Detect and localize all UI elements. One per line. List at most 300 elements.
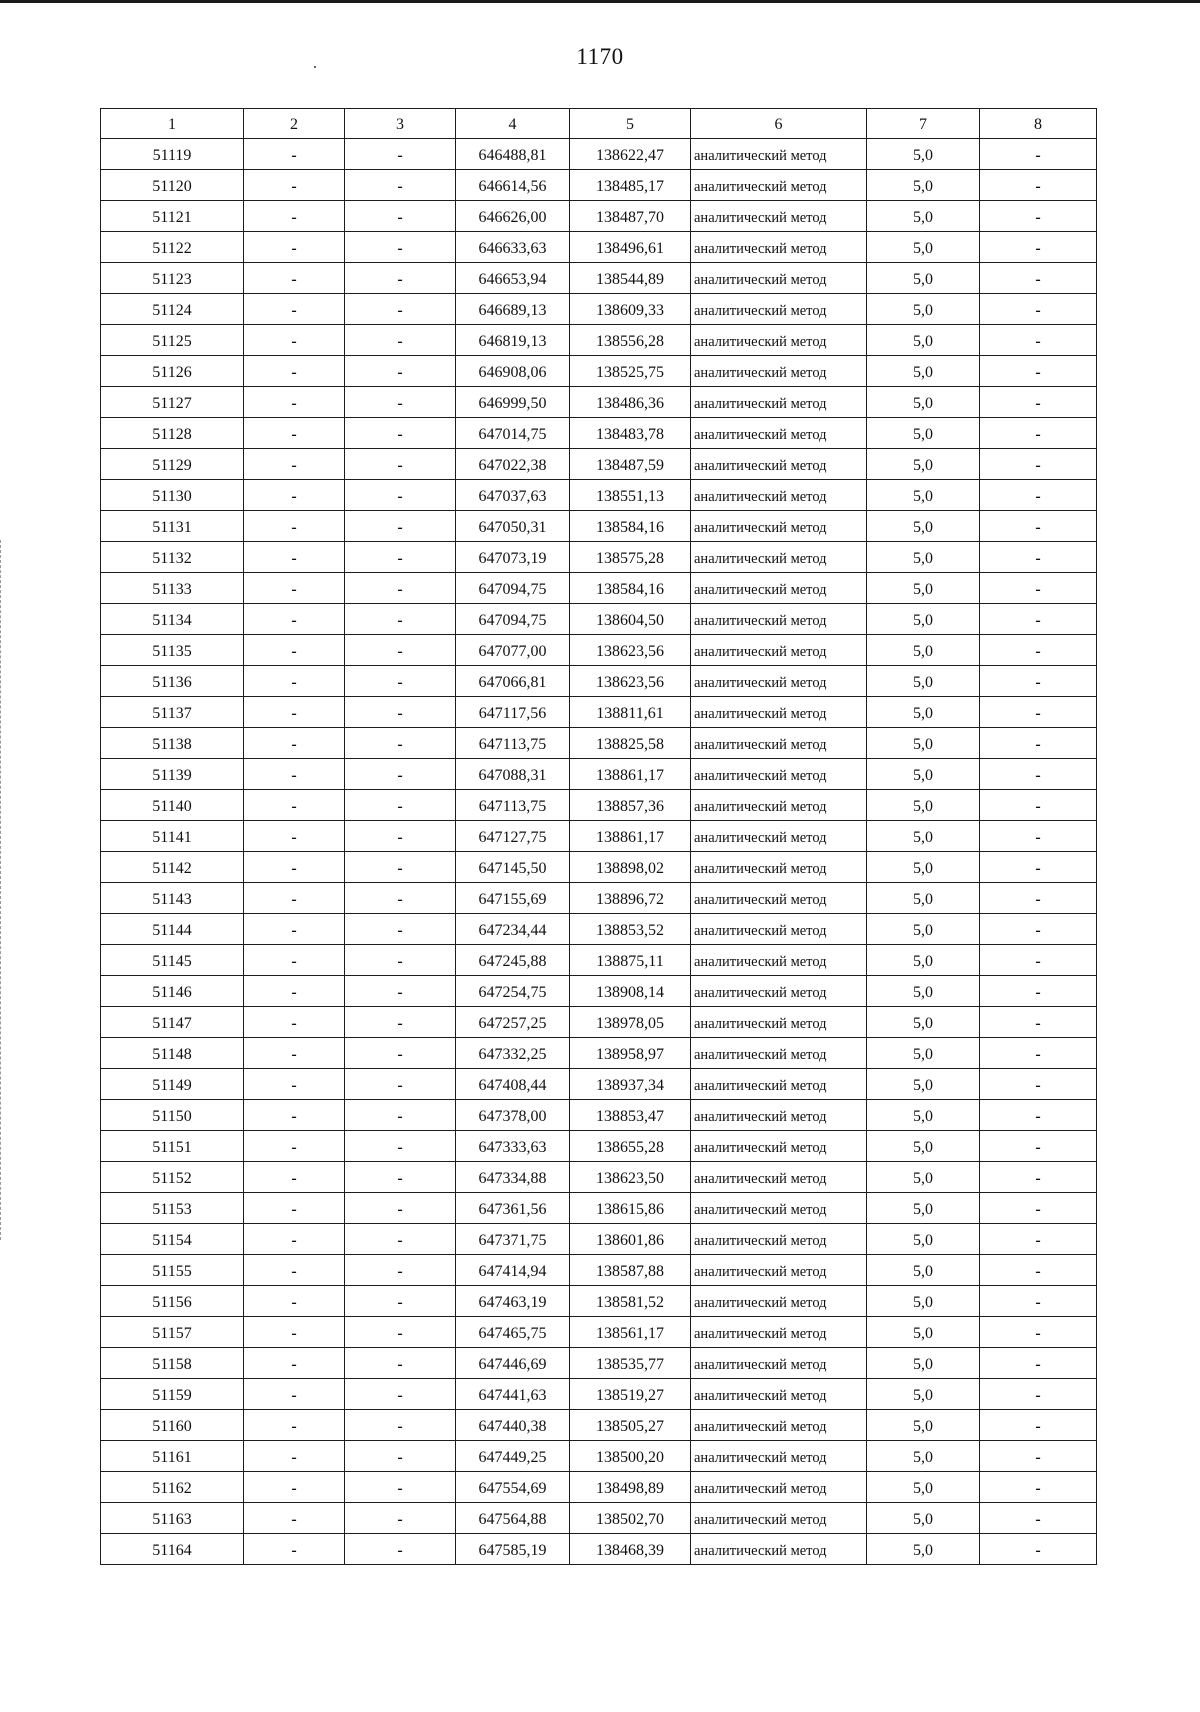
point-number-cell: 51141	[101, 821, 244, 852]
column-2-cell: -	[244, 511, 345, 542]
column-8-cell: -	[980, 1503, 1097, 1534]
column-8-cell: -	[980, 1224, 1097, 1255]
accuracy-cell: 5,0	[867, 201, 980, 232]
x-coordinate-cell: 647145,50	[456, 852, 570, 883]
column-3-cell: -	[345, 1410, 456, 1441]
y-coordinate-cell: 138615,86	[570, 1193, 691, 1224]
x-coordinate-cell: 647465,75	[456, 1317, 570, 1348]
method-cell: аналитический метод	[691, 1038, 867, 1069]
y-coordinate-cell: 138551,13	[570, 480, 691, 511]
accuracy-cell: 5,0	[867, 1224, 980, 1255]
column-8-cell: -	[980, 325, 1097, 356]
table-row	[101, 1379, 1097, 1410]
y-coordinate-cell: 138958,97	[570, 1038, 691, 1069]
x-coordinate-cell: 647440,38	[456, 1410, 570, 1441]
method-cell: аналитический метод	[691, 1503, 867, 1534]
point-number-cell: 51135	[101, 635, 244, 666]
point-number-cell: 51159	[101, 1379, 244, 1410]
y-coordinate-cell: 138584,16	[570, 573, 691, 604]
column-8-cell: -	[980, 1410, 1097, 1441]
column-8-cell: -	[980, 1069, 1097, 1100]
x-coordinate-cell: 647117,56	[456, 697, 570, 728]
column-3-cell: -	[345, 263, 456, 294]
x-coordinate-cell: 646819,13	[456, 325, 570, 356]
column-3-cell: -	[345, 201, 456, 232]
column-2-cell: -	[244, 883, 345, 914]
column-3-cell: -	[345, 356, 456, 387]
column-8-cell: -	[980, 945, 1097, 976]
x-coordinate-cell: 647554,69	[456, 1472, 570, 1503]
x-coordinate-cell: 647113,75	[456, 728, 570, 759]
column-3-cell: -	[345, 1100, 456, 1131]
column-8-cell: -	[980, 356, 1097, 387]
x-coordinate-cell: 647094,75	[456, 573, 570, 604]
column-header: 8	[980, 109, 1097, 139]
point-number-cell: 51148	[101, 1038, 244, 1069]
column-2-cell: -	[244, 542, 345, 573]
top-border-line	[0, 0, 1200, 3]
method-cell: аналитический метод	[691, 728, 867, 759]
point-number-cell: 51139	[101, 759, 244, 790]
accuracy-cell: 5,0	[867, 449, 980, 480]
y-coordinate-cell: 138896,72	[570, 883, 691, 914]
column-3-cell: -	[345, 1224, 456, 1255]
method-cell: аналитический метод	[691, 1534, 867, 1565]
column-3-cell: -	[345, 790, 456, 821]
column-3-cell: -	[345, 511, 456, 542]
point-number-cell: 51153	[101, 1193, 244, 1224]
x-coordinate-cell: 647408,44	[456, 1069, 570, 1100]
point-number-cell: 51145	[101, 945, 244, 976]
column-3-cell: -	[345, 1379, 456, 1410]
column-8-cell: -	[980, 232, 1097, 263]
accuracy-cell: 5,0	[867, 263, 980, 294]
coordinates-table	[100, 108, 1097, 1565]
column-2-cell: -	[244, 1503, 345, 1534]
accuracy-cell: 5,0	[867, 1410, 980, 1441]
column-2-cell: -	[244, 697, 345, 728]
y-coordinate-cell: 138853,52	[570, 914, 691, 945]
column-2-cell: -	[244, 1224, 345, 1255]
x-coordinate-cell: 647073,19	[456, 542, 570, 573]
point-number-cell: 51121	[101, 201, 244, 232]
column-2-cell: -	[244, 139, 345, 170]
accuracy-cell: 5,0	[867, 170, 980, 201]
accuracy-cell: 5,0	[867, 1255, 980, 1286]
table-row	[101, 201, 1097, 232]
column-2-cell: -	[244, 728, 345, 759]
column-3-cell: -	[345, 728, 456, 759]
point-number-cell: 51126	[101, 356, 244, 387]
accuracy-cell: 5,0	[867, 387, 980, 418]
point-number-cell: 51120	[101, 170, 244, 201]
table-row	[101, 1286, 1097, 1317]
table-row	[101, 232, 1097, 263]
table-row	[101, 976, 1097, 1007]
accuracy-cell: 5,0	[867, 1534, 980, 1565]
method-cell: аналитический метод	[691, 1224, 867, 1255]
y-coordinate-cell: 138623,56	[570, 635, 691, 666]
column-2-cell: -	[244, 325, 345, 356]
accuracy-cell: 5,0	[867, 325, 980, 356]
column-8-cell: -	[980, 666, 1097, 697]
column-3-cell: -	[345, 1007, 456, 1038]
accuracy-cell: 5,0	[867, 294, 980, 325]
x-coordinate-cell: 647334,88	[456, 1162, 570, 1193]
y-coordinate-cell: 138604,50	[570, 604, 691, 635]
column-3-cell: -	[345, 1038, 456, 1069]
accuracy-cell: 5,0	[867, 914, 980, 945]
method-cell: аналитический метод	[691, 325, 867, 356]
accuracy-cell: 5,0	[867, 1472, 980, 1503]
method-cell: аналитический метод	[691, 1410, 867, 1441]
point-number-cell: 51122	[101, 232, 244, 263]
x-coordinate-cell: 647245,88	[456, 945, 570, 976]
x-coordinate-cell: 647257,25	[456, 1007, 570, 1038]
x-coordinate-cell: 646633,63	[456, 232, 570, 263]
column-3-cell: -	[345, 635, 456, 666]
x-coordinate-cell: 647361,56	[456, 1193, 570, 1224]
column-3-cell: -	[345, 759, 456, 790]
method-cell: аналитический метод	[691, 1472, 867, 1503]
y-coordinate-cell: 138623,50	[570, 1162, 691, 1193]
point-number-cell: 51161	[101, 1441, 244, 1472]
y-coordinate-cell: 138496,61	[570, 232, 691, 263]
table-row	[101, 573, 1097, 604]
column-8-cell: -	[980, 1038, 1097, 1069]
accuracy-cell: 5,0	[867, 511, 980, 542]
column-8-cell: -	[980, 201, 1097, 232]
column-8-cell: -	[980, 263, 1097, 294]
accuracy-cell: 5,0	[867, 728, 980, 759]
column-3-cell: -	[345, 139, 456, 170]
column-8-cell: -	[980, 480, 1097, 511]
page-number: 1170	[576, 44, 624, 69]
column-2-cell: -	[244, 1038, 345, 1069]
y-coordinate-cell: 138811,61	[570, 697, 691, 728]
column-2-cell: -	[244, 759, 345, 790]
column-3-cell: -	[345, 1162, 456, 1193]
column-8-cell: -	[980, 1472, 1097, 1503]
column-8-cell: -	[980, 976, 1097, 1007]
column-3-cell: -	[345, 914, 456, 945]
x-coordinate-cell: 646999,50	[456, 387, 570, 418]
x-coordinate-cell: 647155,69	[456, 883, 570, 914]
column-8-cell: -	[980, 1317, 1097, 1348]
table-row	[101, 883, 1097, 914]
table-row	[101, 1069, 1097, 1100]
y-coordinate-cell: 138486,36	[570, 387, 691, 418]
method-cell: аналитический метод	[691, 232, 867, 263]
y-coordinate-cell: 138978,05	[570, 1007, 691, 1038]
point-number-cell: 51143	[101, 883, 244, 914]
column-8-cell: -	[980, 1131, 1097, 1162]
accuracy-cell: 5,0	[867, 635, 980, 666]
point-number-cell: 51137	[101, 697, 244, 728]
point-number-cell: 51124	[101, 294, 244, 325]
table-row	[101, 480, 1097, 511]
accuracy-cell: 5,0	[867, 480, 980, 511]
x-coordinate-cell: 646614,56	[456, 170, 570, 201]
table-row	[101, 1100, 1097, 1131]
table-row	[101, 697, 1097, 728]
point-number-cell: 51119	[101, 139, 244, 170]
column-3-cell: -	[345, 170, 456, 201]
method-cell: аналитический метод	[691, 356, 867, 387]
table-header-row	[101, 109, 1097, 139]
accuracy-cell: 5,0	[867, 1317, 980, 1348]
x-coordinate-cell: 647585,19	[456, 1534, 570, 1565]
x-coordinate-cell: 646488,81	[456, 139, 570, 170]
point-number-cell: 51127	[101, 387, 244, 418]
method-cell: аналитический метод	[691, 263, 867, 294]
column-2-cell: -	[244, 573, 345, 604]
x-coordinate-cell: 647066,81	[456, 666, 570, 697]
column-header: 5	[570, 109, 691, 139]
y-coordinate-cell: 138487,59	[570, 449, 691, 480]
y-coordinate-cell: 138875,11	[570, 945, 691, 976]
accuracy-cell: 5,0	[867, 945, 980, 976]
y-coordinate-cell: 138544,89	[570, 263, 691, 294]
point-number-cell: 51130	[101, 480, 244, 511]
column-3-cell: -	[345, 1286, 456, 1317]
column-8-cell: -	[980, 604, 1097, 635]
table-row	[101, 294, 1097, 325]
accuracy-cell: 5,0	[867, 697, 980, 728]
column-8-cell: -	[980, 1379, 1097, 1410]
accuracy-cell: 5,0	[867, 542, 980, 573]
column-2-cell: -	[244, 976, 345, 1007]
accuracy-cell: 5,0	[867, 573, 980, 604]
column-2-cell: -	[244, 1286, 345, 1317]
table-row	[101, 1007, 1097, 1038]
point-number-cell: 51151	[101, 1131, 244, 1162]
column-3-cell: -	[345, 697, 456, 728]
point-number-cell: 51142	[101, 852, 244, 883]
column-2-cell: -	[244, 1100, 345, 1131]
accuracy-cell: 5,0	[867, 1162, 980, 1193]
y-coordinate-cell: 138468,39	[570, 1534, 691, 1565]
method-cell: аналитический метод	[691, 945, 867, 976]
column-2-cell: -	[244, 1534, 345, 1565]
column-8-cell: -	[980, 852, 1097, 883]
column-2-cell: -	[244, 945, 345, 976]
y-coordinate-cell: 138581,52	[570, 1286, 691, 1317]
accuracy-cell: 5,0	[867, 883, 980, 914]
method-cell: аналитический метод	[691, 759, 867, 790]
table-row	[101, 945, 1097, 976]
x-coordinate-cell: 647050,31	[456, 511, 570, 542]
point-number-cell: 51162	[101, 1472, 244, 1503]
y-coordinate-cell: 138587,88	[570, 1255, 691, 1286]
table-row	[101, 604, 1097, 635]
column-3-cell: -	[345, 1193, 456, 1224]
point-number-cell: 51149	[101, 1069, 244, 1100]
column-8-cell: -	[980, 139, 1097, 170]
column-8-cell: -	[980, 1286, 1097, 1317]
accuracy-cell: 5,0	[867, 1441, 980, 1472]
column-8-cell: -	[980, 883, 1097, 914]
accuracy-cell: 5,0	[867, 1131, 980, 1162]
column-3-cell: -	[345, 1131, 456, 1162]
accuracy-cell: 5,0	[867, 976, 980, 1007]
column-2-cell: -	[244, 635, 345, 666]
x-coordinate-cell: 647088,31	[456, 759, 570, 790]
y-coordinate-cell: 138535,77	[570, 1348, 691, 1379]
column-2-cell: -	[244, 1162, 345, 1193]
scan-edge-marks	[0, 540, 4, 1240]
table-row	[101, 1131, 1097, 1162]
method-cell: аналитический метод	[691, 449, 867, 480]
point-number-cell: 51128	[101, 418, 244, 449]
method-cell: аналитический метод	[691, 573, 867, 604]
y-coordinate-cell: 138623,56	[570, 666, 691, 697]
x-coordinate-cell: 647037,63	[456, 480, 570, 511]
column-2-cell: -	[244, 1317, 345, 1348]
x-coordinate-cell: 647022,38	[456, 449, 570, 480]
column-8-cell: -	[980, 1100, 1097, 1131]
column-3-cell: -	[345, 1472, 456, 1503]
column-2-cell: -	[244, 1255, 345, 1286]
column-8-cell: -	[980, 294, 1097, 325]
table-row	[101, 1348, 1097, 1379]
x-coordinate-cell: 647094,75	[456, 604, 570, 635]
table-row	[101, 263, 1097, 294]
column-8-cell: -	[980, 170, 1097, 201]
column-8-cell: -	[980, 449, 1097, 480]
x-coordinate-cell: 646653,94	[456, 263, 570, 294]
table-row	[101, 542, 1097, 573]
method-cell: аналитический метод	[691, 666, 867, 697]
point-number-cell: 51131	[101, 511, 244, 542]
y-coordinate-cell: 138487,70	[570, 201, 691, 232]
y-coordinate-cell: 138525,75	[570, 356, 691, 387]
column-3-cell: -	[345, 1441, 456, 1472]
column-2-cell: -	[244, 852, 345, 883]
x-coordinate-cell: 647014,75	[456, 418, 570, 449]
column-2-cell: -	[244, 790, 345, 821]
column-2-cell: -	[244, 1069, 345, 1100]
column-2-cell: -	[244, 1193, 345, 1224]
method-cell: аналитический метод	[691, 139, 867, 170]
point-number-cell: 51129	[101, 449, 244, 480]
point-number-cell: 51146	[101, 976, 244, 1007]
table-row	[101, 511, 1097, 542]
column-header: 7	[867, 109, 980, 139]
point-number-cell: 51158	[101, 1348, 244, 1379]
x-coordinate-cell: 646689,13	[456, 294, 570, 325]
point-number-cell: 51150	[101, 1100, 244, 1131]
table-row	[101, 1193, 1097, 1224]
column-8-cell: -	[980, 1007, 1097, 1038]
method-cell: аналитический метод	[691, 1131, 867, 1162]
column-header: 4	[456, 109, 570, 139]
column-header: 6	[691, 109, 867, 139]
x-coordinate-cell: 647077,00	[456, 635, 570, 666]
column-3-cell: -	[345, 1534, 456, 1565]
column-2-cell: -	[244, 914, 345, 945]
column-2-cell: -	[244, 263, 345, 294]
column-2-cell: -	[244, 1348, 345, 1379]
accuracy-cell: 5,0	[867, 666, 980, 697]
accuracy-cell: 5,0	[867, 1503, 980, 1534]
table-row	[101, 1441, 1097, 1472]
accuracy-cell: 5,0	[867, 1286, 980, 1317]
y-coordinate-cell: 138861,17	[570, 821, 691, 852]
column-2-cell: -	[244, 1410, 345, 1441]
method-cell: аналитический метод	[691, 635, 867, 666]
table-row	[101, 1410, 1097, 1441]
column-8-cell: -	[980, 1348, 1097, 1379]
accuracy-cell: 5,0	[867, 356, 980, 387]
table-row	[101, 387, 1097, 418]
column-3-cell: -	[345, 387, 456, 418]
column-3-cell: -	[345, 666, 456, 697]
x-coordinate-cell: 647378,00	[456, 1100, 570, 1131]
accuracy-cell: 5,0	[867, 1193, 980, 1224]
method-cell: аналитический метод	[691, 1348, 867, 1379]
point-number-cell: 51133	[101, 573, 244, 604]
column-3-cell: -	[345, 1503, 456, 1534]
method-cell: аналитический метод	[691, 542, 867, 573]
y-coordinate-cell: 138937,34	[570, 1069, 691, 1100]
point-number-cell: 51154	[101, 1224, 244, 1255]
method-cell: аналитический метод	[691, 511, 867, 542]
table-row	[101, 1224, 1097, 1255]
column-3-cell: -	[345, 1348, 456, 1379]
y-coordinate-cell: 138622,47	[570, 139, 691, 170]
column-8-cell: -	[980, 1441, 1097, 1472]
point-number-cell: 51134	[101, 604, 244, 635]
point-number-cell: 51155	[101, 1255, 244, 1286]
table-row	[101, 1317, 1097, 1348]
method-cell: аналитический метод	[691, 1317, 867, 1348]
column-3-cell: -	[345, 232, 456, 263]
table-row	[101, 356, 1097, 387]
column-2-cell: -	[244, 232, 345, 263]
y-coordinate-cell: 138561,17	[570, 1317, 691, 1348]
column-8-cell: -	[980, 1162, 1097, 1193]
table-row	[101, 1472, 1097, 1503]
column-2-cell: -	[244, 387, 345, 418]
accuracy-cell: 5,0	[867, 1007, 980, 1038]
y-coordinate-cell: 138898,02	[570, 852, 691, 883]
column-8-cell: -	[980, 914, 1097, 945]
table-row	[101, 1534, 1097, 1565]
column-3-cell: -	[345, 480, 456, 511]
x-coordinate-cell: 647463,19	[456, 1286, 570, 1317]
method-cell: аналитический метод	[691, 1069, 867, 1100]
column-8-cell: -	[980, 511, 1097, 542]
accuracy-cell: 5,0	[867, 1069, 980, 1100]
x-coordinate-cell: 647441,63	[456, 1379, 570, 1410]
y-coordinate-cell: 138861,17	[570, 759, 691, 790]
point-number-cell: 51157	[101, 1317, 244, 1348]
y-coordinate-cell: 138601,86	[570, 1224, 691, 1255]
table-row	[101, 325, 1097, 356]
accuracy-cell: 5,0	[867, 852, 980, 883]
method-cell: аналитический метод	[691, 1162, 867, 1193]
x-coordinate-cell: 647446,69	[456, 1348, 570, 1379]
table-row	[101, 635, 1097, 666]
column-3-cell: -	[345, 573, 456, 604]
accuracy-cell: 5,0	[867, 139, 980, 170]
accuracy-cell: 5,0	[867, 1348, 980, 1379]
accuracy-cell: 5,0	[867, 232, 980, 263]
column-3-cell: -	[345, 883, 456, 914]
column-3-cell: -	[345, 449, 456, 480]
method-cell: аналитический метод	[691, 821, 867, 852]
